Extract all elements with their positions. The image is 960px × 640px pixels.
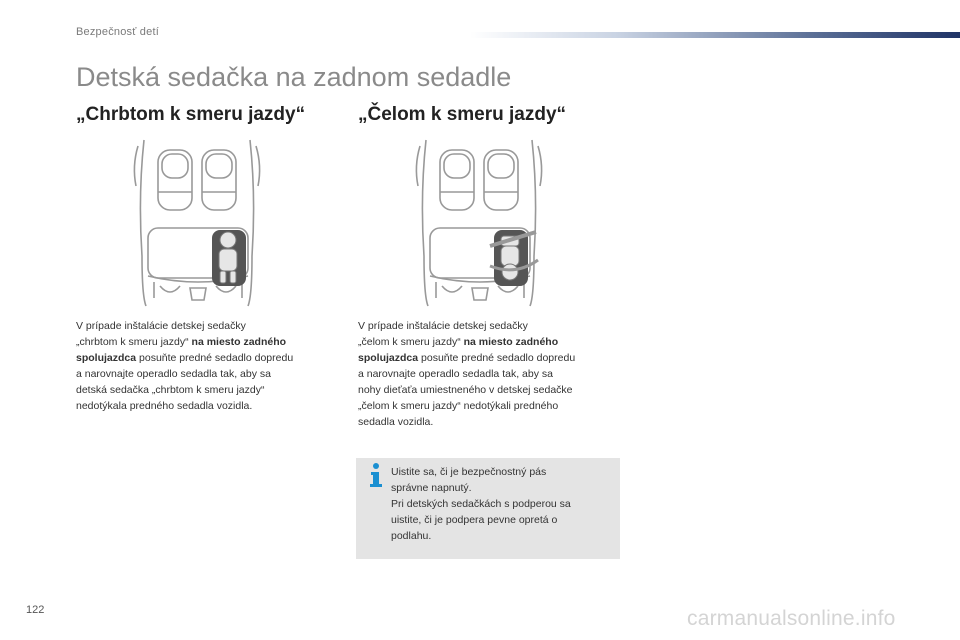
right-line-6: „čelom k smeru jazdy“ nedotýkali predného	[358, 400, 559, 412]
info-line-4: uistite, či je podpera pevne opretá o	[391, 514, 558, 526]
right-heading: „Čelom k smeru jazdy“	[358, 104, 567, 125]
right-line-7: sedadla vozidla.	[358, 416, 434, 428]
page-number: 122	[26, 604, 45, 616]
left-paragraph	[76, 318, 346, 414]
info-line-5: podlahu.	[391, 530, 432, 542]
header-bar	[470, 32, 960, 38]
info-line-2: správne napnutý.	[391, 482, 472, 494]
forward-facing-illustration	[406, 136, 552, 308]
page-title: Detská sedačka na zadnom sedadle	[76, 62, 512, 92]
info-text	[391, 464, 611, 544]
left-line-3: spolujazdca posuňte predné sedadlo dopredu	[76, 352, 294, 364]
left-line-5: detská sedačka „chrbtom k smeru jazdy“	[76, 384, 265, 396]
section-header: Bezpečnosť detí	[76, 26, 159, 38]
left-heading: „Chrbtom k smeru jazdy“	[76, 104, 306, 125]
child-seat-icon	[212, 230, 246, 286]
rear-facing-illustration	[124, 136, 270, 308]
left-line-1: V prípade inštalácie detskej sedačky	[76, 320, 246, 332]
car-seat-diagram	[124, 136, 270, 308]
right-line-5: nohy dieťaťa umiestneného v detskej sedačke	[358, 384, 573, 396]
info-line-1: Uistite sa, či je bezpečnostný pás	[391, 466, 547, 478]
right-line-4: a narovnajte operadlo sedadla tak, aby sa	[358, 368, 553, 380]
left-line-2: „chrbtom k smeru jazdy“ na miesto zadného	[76, 336, 287, 348]
right-line-3: spolujazdca posuňte predné sedadlo dopredu	[358, 352, 576, 364]
info-icon	[367, 462, 385, 488]
info-line-3: Pri detských sedačkách s podperou sa	[391, 498, 571, 510]
watermark: carmanualsonline.info	[687, 607, 896, 630]
right-line-2: „čelom k smeru jazdy“ na miesto zadného	[358, 336, 559, 348]
right-line-1: V prípade inštalácie detskej sedačky	[358, 320, 528, 332]
right-paragraph	[358, 318, 628, 430]
car-seat-diagram	[406, 136, 552, 308]
left-line-4: a narovnajte operadlo sedadla tak, aby sa	[76, 368, 271, 380]
left-line-6: nedotýkala predného sedadla vozidla.	[76, 400, 253, 412]
